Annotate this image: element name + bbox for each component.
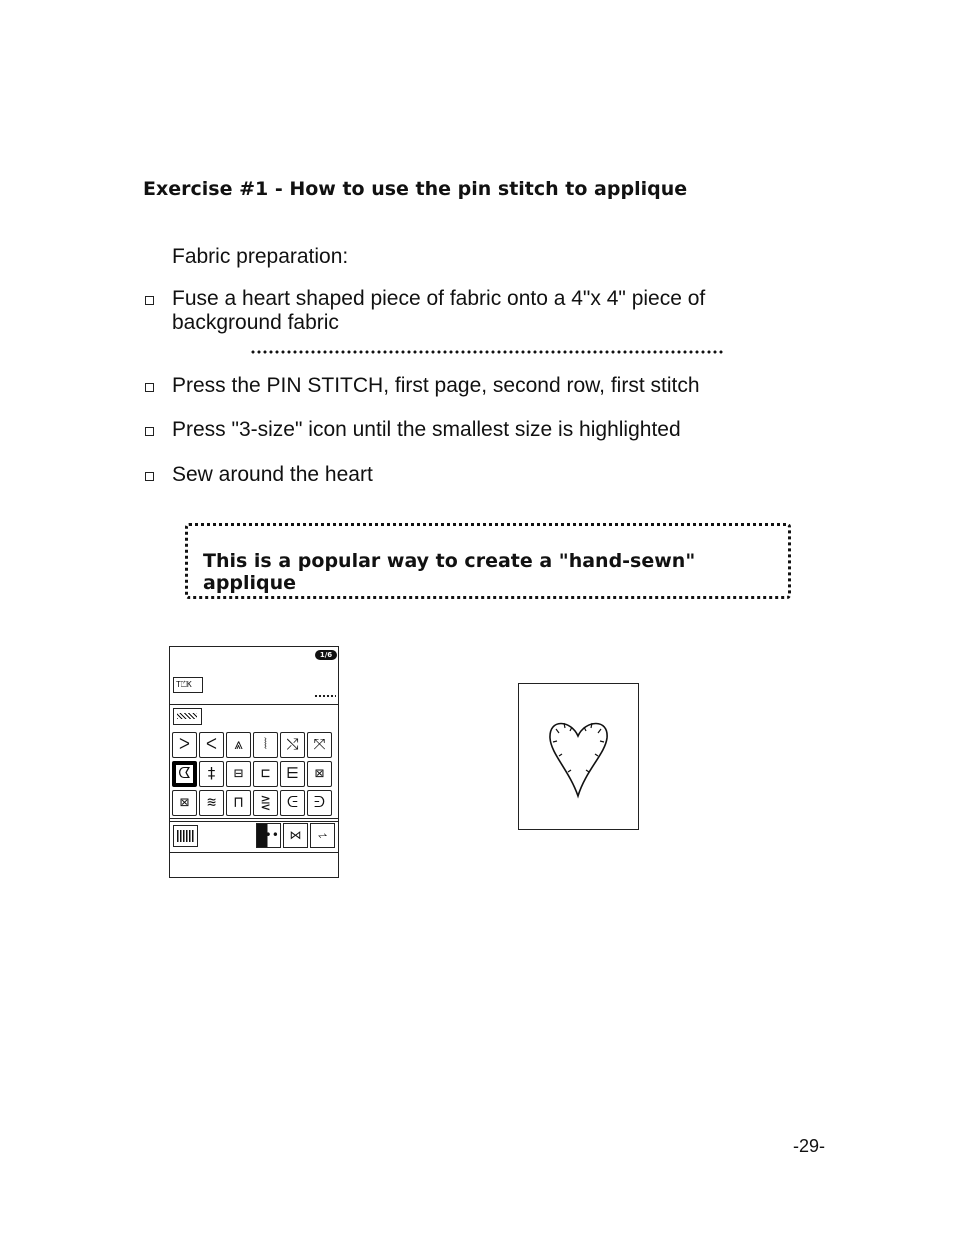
stitch-grid: [172, 732, 332, 816]
divider: [170, 704, 338, 705]
pattern-tab-icon: [173, 708, 202, 725]
step-text: Fuse a heart shaped piece of fabric onto a 4"x 4" piece of background fabric: [172, 287, 706, 334]
step-text: Sew around the heart: [172, 463, 373, 486]
stitch-button[interactable]: ᗧ: [172, 761, 197, 787]
stitch-button[interactable]: ⋛: [253, 790, 278, 816]
function-button[interactable]: ⋈: [283, 823, 308, 848]
stitch-button[interactable]: ⊠: [172, 790, 197, 816]
stitch-button[interactable]: ᕭ: [307, 790, 332, 816]
page-badge: 1/6: [315, 650, 337, 660]
bottom-button-row: [256, 823, 335, 848]
stitch-button[interactable]: ‡: [199, 761, 224, 787]
stitch-button[interactable]: ⩓: [226, 732, 251, 758]
heart-icon: [519, 684, 638, 829]
function-button[interactable]: ⥋: [310, 823, 335, 848]
tk-icon: T⏍K: [173, 677, 203, 693]
checkbox-icon: [145, 472, 154, 481]
stitch-button[interactable]: ᐳ: [172, 732, 197, 758]
section-subhead: Fabric preparation:: [172, 245, 349, 268]
list-item: [145, 418, 772, 442]
machine-screen-illustration: [169, 646, 339, 878]
stitch-button[interactable]: ᕮ: [280, 790, 305, 816]
tip-text: This is a popular way to create a "hand-sewn" applique: [203, 550, 696, 594]
checkbox-icon: [145, 296, 154, 305]
stitch-button[interactable]: ⊟: [226, 761, 251, 787]
list-item: [145, 287, 772, 335]
dotted-separator: [250, 350, 725, 354]
heart-applique-illustration: [518, 683, 639, 830]
stitch-button[interactable]: ⤭: [280, 732, 305, 758]
page-title: Exercise #1 - How to use the pin stitch to applique: [143, 178, 688, 200]
checkbox-icon: [145, 427, 154, 436]
stitch-button[interactable]: ⊏: [253, 761, 278, 787]
stitch-button[interactable]: ᐸ: [199, 732, 224, 758]
stitch-button[interactable]: ≋: [199, 790, 224, 816]
stitch-button[interactable]: ⤧: [307, 732, 332, 758]
stitch-button[interactable]: ⊓: [226, 790, 251, 816]
page-number: -29-: [793, 1136, 826, 1156]
dots-icon: [314, 695, 336, 697]
stitch-button[interactable]: ⦚: [253, 732, 278, 758]
tip-callout: [185, 523, 791, 599]
stitch-button[interactable]: ⊠: [307, 761, 332, 787]
function-button[interactable]: ••: [256, 823, 281, 848]
checkbox-icon: [145, 383, 154, 392]
step-text: Press "3-size" icon until the smallest size is highlighted: [172, 418, 681, 441]
menu-icon: [173, 825, 198, 847]
divider: [170, 818, 338, 819]
stitch-button[interactable]: ⋿: [280, 761, 305, 787]
list-item: [145, 374, 772, 398]
divider: [170, 821, 338, 822]
step-text: Press the PIN STITCH, first page, second row, first stitch: [172, 374, 700, 397]
divider: [170, 852, 338, 853]
list-item: [145, 463, 772, 487]
